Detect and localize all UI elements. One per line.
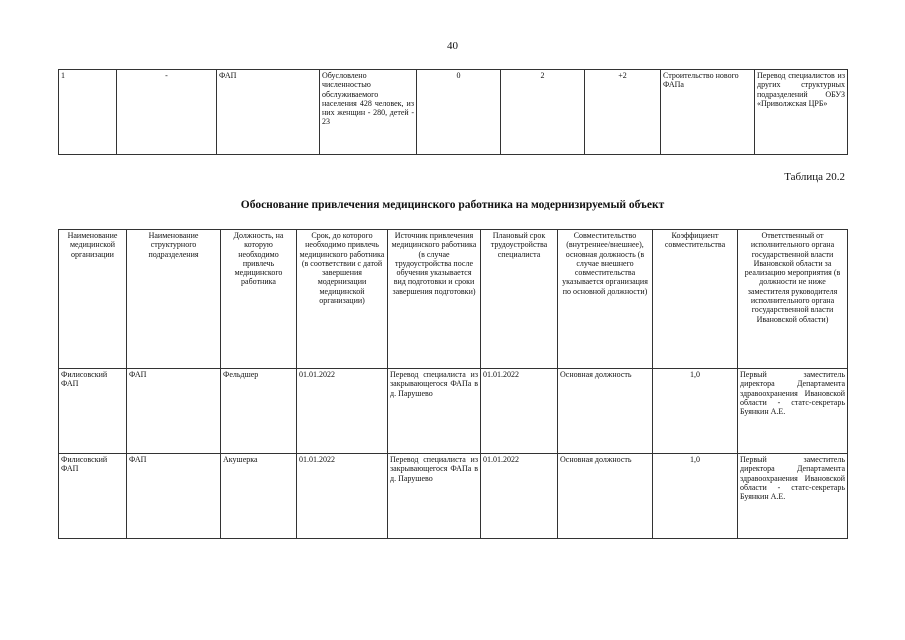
header-row bbox=[59, 230, 848, 369]
header-cell: Источник привлечения медицинского работника (в случае трудоустройства после обучения указывается вид подготовки и сроки завершения подготовки) bbox=[388, 230, 481, 369]
cell-source: Перевод специалиста из закрывающегося ФАПа в д. Парушево bbox=[388, 369, 481, 454]
cell-combination: Основная должность bbox=[558, 369, 653, 454]
cell-org: Филисовский ФАП bbox=[59, 369, 127, 454]
header-cell: Срок, до которого необходимо привлечь медицинского работника (в соответствии с датой завершения модернизации медицинской организации) bbox=[297, 230, 388, 369]
row-number: 1 bbox=[59, 70, 117, 155]
cell-deadline: 01.01.2022 bbox=[297, 454, 388, 539]
cell-reason: Строительство нового ФАПа bbox=[661, 70, 755, 155]
cell-position: Акушерка bbox=[221, 454, 297, 539]
cell-org: Филисовский ФАП bbox=[59, 454, 127, 539]
header-cell: Должность, на которую необходимо привлечь медицинского работника bbox=[221, 230, 297, 369]
cell-position: Фельдшер bbox=[221, 369, 297, 454]
cell-responsible: Первый заместитель директора Департамента здравоохранения Ивановской области - статс-секретарь Буянкин А.Е. bbox=[738, 369, 848, 454]
header-cell: Коэффициент совместительства bbox=[653, 230, 738, 369]
table-row bbox=[59, 70, 848, 155]
cell-value-3: +2 bbox=[585, 70, 661, 155]
header-cell: Ответственный от исполнительного органа государственной власти Ивановской области за реализацию мероприятия (в должности не ниже заместителя руководителя исполнительного органа государственной власти Ивановской области) bbox=[738, 230, 848, 369]
cell-planned: 01.01.2022 bbox=[481, 454, 558, 539]
cell-responsible: Первый заместитель директора Департамента здравоохранения Ивановской области - статс-секретарь Буянкин А.Е. bbox=[738, 454, 848, 539]
cell-combination: Основная должность bbox=[558, 454, 653, 539]
cell-planned: 01.01.2022 bbox=[481, 369, 558, 454]
cell-type: ФАП bbox=[217, 70, 320, 155]
staffing-table bbox=[58, 229, 848, 539]
cell-dept: ФАП bbox=[127, 454, 221, 539]
page-number: 40 bbox=[447, 40, 458, 52]
cell-deadline: 01.01.2022 bbox=[297, 369, 388, 454]
top-continuation-table bbox=[58, 69, 848, 155]
cell-source: Перевод специалиста из закрывающегося ФАПа в д. Парушево bbox=[388, 454, 481, 539]
header-cell: Плановый срок трудоустройства специалиста bbox=[481, 230, 558, 369]
header-cell: Наименование медицинской организации bbox=[59, 230, 127, 369]
cell-dept: ФАП bbox=[127, 369, 221, 454]
header-cell: Наименование структурного подразделения bbox=[127, 230, 221, 369]
cell-coefficient: 1,0 bbox=[653, 369, 738, 454]
cell-note: Перевод специалистов из других структурных подразделений ОБУЗ «Приволжская ЦРБ» bbox=[755, 70, 848, 155]
header-cell: Совместительство (внутреннее/внешнее), основная должность (в случае внешнего совместительства указывается организация по основной должности) bbox=[558, 230, 653, 369]
table-title: Обоснование привлечения медицинского работника на модернизируемый объект bbox=[240, 199, 665, 211]
table-number: Таблица 20.2 bbox=[784, 171, 845, 183]
table-row bbox=[59, 369, 848, 454]
cell-dash: - bbox=[117, 70, 217, 155]
table-row bbox=[59, 454, 848, 539]
cell-value-2: 2 bbox=[501, 70, 585, 155]
cell-value-1: 0 bbox=[417, 70, 501, 155]
cell-justification: Обусловлено численностью обслуживаемого населения 428 человек, из них женщин - 280, детей - 23 bbox=[320, 70, 417, 155]
cell-coefficient: 1,0 bbox=[653, 454, 738, 539]
